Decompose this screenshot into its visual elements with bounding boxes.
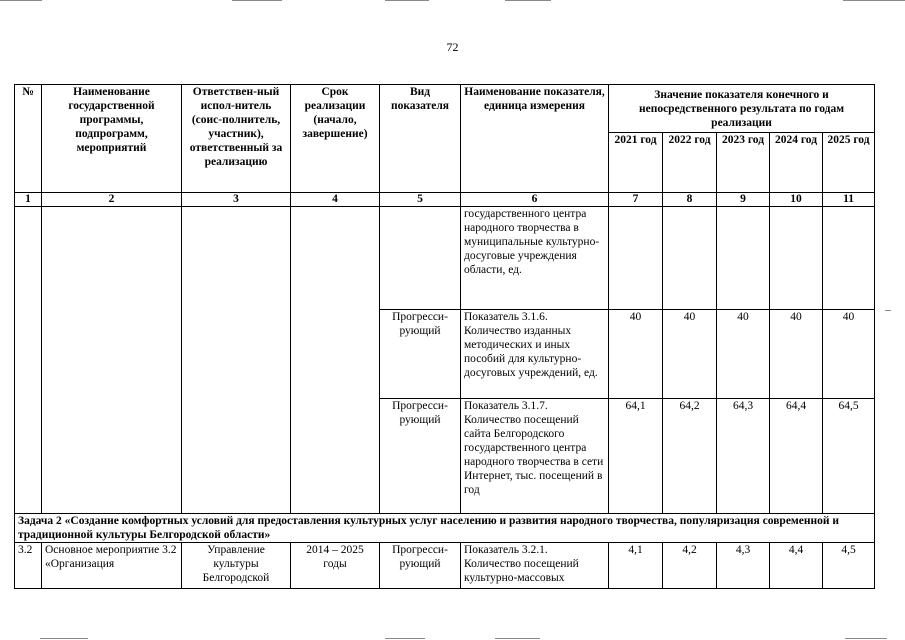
cell-value <box>609 207 663 310</box>
header-period: Срок реализации (начало, завершение) <box>291 85 380 193</box>
scan-edge-line <box>885 310 891 311</box>
header-year: 2024 год <box>770 133 823 193</box>
table-row <box>15 543 875 589</box>
cell-number <box>15 207 42 514</box>
cell-value <box>663 207 717 310</box>
cell-value: 40 <box>823 310 875 399</box>
cell-value: 4,4 <box>770 543 823 589</box>
cell-indicator-name: Показатель 3.1.7. Количество посещений сайта Белгородского государственного центра народного творчества в сети Интернет, тыс. посещений в год <box>461 399 609 514</box>
cell-program-name: Основное мероприятие 3.2 «Организация <box>42 543 182 589</box>
scan-edge-line <box>385 0 429 1</box>
cell-indicator-type: Прогресси-рующий <box>380 543 461 589</box>
scan-edge-line <box>843 0 905 1</box>
cell-responsible <box>182 207 291 514</box>
task-title: Задача 2 «Создание комфортных условий для предоставления культурных услуг населению и развития народного творчества, популяризация современной и традиционной культуры Белгородской области» <box>15 514 875 543</box>
column-number: 7 <box>609 193 663 207</box>
scan-edge-line <box>385 638 425 639</box>
column-number: 3 <box>182 193 291 207</box>
header-indicator-name: Наименование показателя, единица измерения <box>461 85 609 193</box>
cell-indicator-type: Прогресси-рующий <box>380 399 461 514</box>
scan-edge-line <box>845 638 887 639</box>
cell-value: 4,1 <box>609 543 663 589</box>
cell-program-name <box>42 207 182 514</box>
cell-period <box>291 207 380 514</box>
cell-value: 64,4 <box>770 399 823 514</box>
table-row <box>15 207 875 310</box>
column-number: 1 <box>15 193 42 207</box>
header-number: № <box>15 85 42 193</box>
cell-value <box>770 207 823 310</box>
scan-edge-line <box>232 0 282 1</box>
header-year: 2022 год <box>663 133 717 193</box>
column-number: 8 <box>663 193 717 207</box>
cell-value <box>823 207 875 310</box>
column-number: 9 <box>717 193 770 207</box>
header-year: 2023 год <box>717 133 770 193</box>
column-number: 10 <box>770 193 823 207</box>
cell-value: 40 <box>663 310 717 399</box>
cell-period: 2014 – 2025 годы <box>291 543 380 589</box>
cell-value: 4,2 <box>663 543 717 589</box>
cell-value: 64,5 <box>823 399 875 514</box>
task-row <box>15 514 875 543</box>
cell-value: 40 <box>717 310 770 399</box>
column-number: 4 <box>291 193 380 207</box>
page-number: 72 <box>446 40 459 54</box>
cell-value: 64,1 <box>609 399 663 514</box>
header-year: 2021 год <box>609 133 663 193</box>
header-responsible: Ответствен-ный испол-нитель (соис-полнитель, участник), ответственный за реализацию <box>182 85 291 193</box>
cell-value: 4,3 <box>717 543 770 589</box>
scan-edge-line <box>0 0 42 1</box>
column-number: 2 <box>42 193 182 207</box>
indicators-table <box>14 84 875 589</box>
cell-indicator-name: Показатель 3.2.1. Количество посещений культурно-массовых <box>461 543 609 589</box>
cell-value: 64,3 <box>717 399 770 514</box>
cell-responsible: Управление культуры Белгородской <box>182 543 291 589</box>
cell-value: 64,2 <box>663 399 717 514</box>
cell-value <box>717 207 770 310</box>
scan-edge-line <box>495 638 540 639</box>
scan-edge-line <box>505 0 551 1</box>
cell-indicator-type <box>380 207 461 310</box>
header-program-name: Наименование государственной программы, подпрограмм, мероприятий <box>42 85 182 193</box>
header-indicator-type: Вид показателя <box>380 85 461 193</box>
cell-value: 4,5 <box>823 543 875 589</box>
header-values-by-year: Значение показателя конечного и непосредственного результата по годам реализации <box>609 85 875 133</box>
cell-indicator-name: государственного центра народного творчества в муниципальные культурно-досуговые учреждения области, ед. <box>461 207 609 310</box>
cell-number: 3.2 <box>15 543 42 589</box>
column-number: 11 <box>823 193 875 207</box>
cell-indicator-type: Прогресси-рующий <box>380 310 461 399</box>
cell-value: 40 <box>609 310 663 399</box>
header-year: 2025 год <box>823 133 875 193</box>
cell-indicator-name: Показатель 3.1.6. Количество изданных методических и иных пособий для культурно-досуговых учреждений, ед. <box>461 310 609 399</box>
column-number: 6 <box>461 193 609 207</box>
cell-value: 40 <box>770 310 823 399</box>
scan-edge-line <box>40 638 88 639</box>
column-number: 5 <box>380 193 461 207</box>
